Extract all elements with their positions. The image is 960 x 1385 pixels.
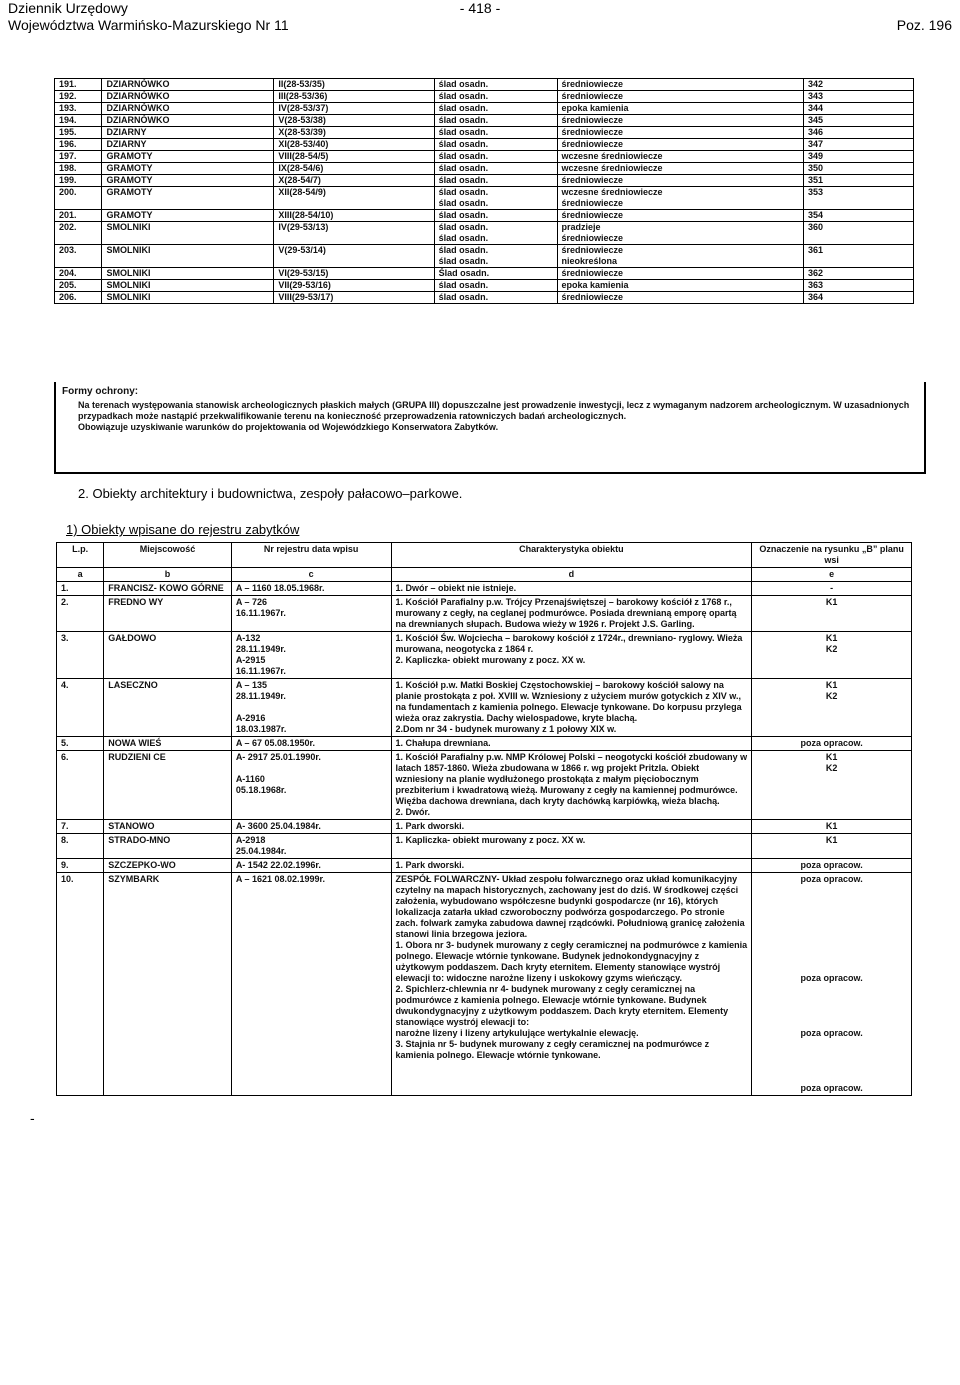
monument-location: GAŁDOWO xyxy=(104,632,232,679)
site-number: 197. xyxy=(55,151,102,163)
site-code: V(28-53/38) xyxy=(274,115,434,127)
site-type: ślad osadn. ślad osadn. xyxy=(434,222,557,245)
site-code: XI(28-53/40) xyxy=(274,139,434,151)
site-number: 194. xyxy=(55,115,102,127)
monument-description: 1. Kościół Św. Wojciecha – barokowy kościół z 1724r., drewniano- ryglowy. Wieża murowana, neogotycka z 1864 r. 2. Kapliczka- obiekt murowany z pocz. XX w. xyxy=(391,632,752,679)
monument-number: 10. xyxy=(57,873,104,1096)
site-location: GRAMOTY xyxy=(102,163,274,175)
monument-location: SZYMBARK xyxy=(104,873,232,1096)
site-number: 191. xyxy=(55,79,102,91)
monument-register: A-2918 25.04.1984r. xyxy=(231,834,391,859)
site-type: ślad osadn. xyxy=(434,210,557,222)
table-row xyxy=(57,679,912,737)
site-code: IV(28-53/37) xyxy=(274,103,434,115)
header-register: Nr rejestru data wpisu xyxy=(231,543,391,568)
site-type: ślad osadn. xyxy=(434,127,557,139)
site-location: DZIARNÓWKO xyxy=(102,115,274,127)
site-map-number: 347 xyxy=(803,139,913,151)
site-map-number: 354 xyxy=(803,210,913,222)
site-location: DZIARNY xyxy=(102,139,274,151)
archaeological-sites-table xyxy=(54,78,914,304)
site-map-number: 343 xyxy=(803,91,913,103)
monument-register: A- 1542 22.02.1996r. xyxy=(231,859,391,873)
table-row xyxy=(55,175,914,187)
monument-register: A- 2917 25.01.1990r. A-1160 05.18.1968r. xyxy=(231,751,391,820)
table-row xyxy=(55,292,914,304)
monument-register: A – 1160 18.05.1968r. xyxy=(231,582,391,596)
site-period: średniowiecze xyxy=(557,127,803,139)
site-number: 196. xyxy=(55,139,102,151)
site-map-number: 361 xyxy=(803,245,913,268)
site-code: IX(28-54/6) xyxy=(274,163,434,175)
site-period: średniowiecze xyxy=(557,175,803,187)
monuments-table xyxy=(56,542,912,1096)
site-code: V(29-53/14) xyxy=(274,245,434,268)
site-period: średniowiecze xyxy=(557,139,803,151)
site-code: XIII(28-54/10) xyxy=(274,210,434,222)
monument-location: SZCZEPKO-WO xyxy=(104,859,232,873)
site-number: 202. xyxy=(55,222,102,245)
site-map-number: 353 xyxy=(803,187,913,210)
site-type: ślad osadn. xyxy=(434,175,557,187)
journal-name: Dziennik Urzędowy xyxy=(8,0,128,16)
monument-mark: poza opracow. xyxy=(752,859,912,873)
site-location: SMOLNIKI xyxy=(102,245,274,268)
site-map-number: 349 xyxy=(803,151,913,163)
site-code: XII(28-54/9) xyxy=(274,187,434,210)
monument-location: RUDZIENI CE xyxy=(104,751,232,820)
table-row xyxy=(55,151,914,163)
site-type: ślad osadn. xyxy=(434,103,557,115)
letter-d: d xyxy=(391,568,752,582)
site-type: ślad osadn. xyxy=(434,163,557,175)
table-row xyxy=(55,268,914,280)
table-row xyxy=(55,280,914,292)
table-row xyxy=(55,103,914,115)
monument-description: ZESPÓŁ FOLWARCZNY- Układ zespołu folwarcznego oraz układ komunikacyjny czytelny na mapach historycznych, zachowany jest do dziś. W środkowej części założenia, wybudowano współczesne budynki gospodarcze (nr 16), których lokalizacja zatarła układ czworoboczny podwórza gospodarczego. Po stronie zach. folwark zamyka zabudowa dawnej rządcówki. Południową granicę założenia stanowi linia brzegowa jeziora. 1. Obora nr 3- budynek murowany z cegły ceramicznej na podmurówce z kamienia polnego. Elewacje wtórnie tynkowane. Budynek jednokondygnacyjny z użytkowym poddaszem. Dach kryty eternitem. Elementy stanowiące wystrój elewacji to: widoczne narożne lizeny i uskokowy gzyms wieńczący. 2. Spichlerz-chlewnia nr 4- budynek murowany z cegły ceramicznej na podmurówce z kamienia polnego. Elewacje wtórnie tynkowane. Budynek dwukondygnacyjny z użytkowym poddaszem. Dach kryty eternitem. Elementy stanowiące wystrój elewacji to: narożne lizeny i lizeny artykulujące wertykalnie elewację. 3. Stajnia nr 5- budynek murowany z cegły ceramicznej na podmurówce z kamienia polnego. Elewacje wtórnie tynkowane. xyxy=(391,873,752,1096)
table-row xyxy=(55,79,914,91)
page-header xyxy=(8,0,952,36)
table-row xyxy=(57,859,912,873)
monument-number: 1. xyxy=(57,582,104,596)
site-number: 200. xyxy=(55,187,102,210)
site-number: 201. xyxy=(55,210,102,222)
monument-description: 1. Kościół Parafialny p.w. Trójcy Przenajświętszej – barokowy kościół z 1768 r., murowany z cegły, na ceglanej podmurówce. Posiada drewnianą emporę opartą na drewnianych słupach. Budowa wieży w 1926 r. Projekt J.S. Garling. xyxy=(391,596,752,632)
site-location: SMOLNIKI xyxy=(102,292,274,304)
site-map-number: 344 xyxy=(803,103,913,115)
site-period: średniowiecze xyxy=(557,79,803,91)
monument-number: 6. xyxy=(57,751,104,820)
site-period: epoka kamienia xyxy=(557,280,803,292)
site-location: SMOLNIKI xyxy=(102,280,274,292)
site-number: 204. xyxy=(55,268,102,280)
monument-mark: K1 K2 xyxy=(752,632,912,679)
monument-register: A – 67 05.08.1950r. xyxy=(231,737,391,751)
site-location: GRAMOTY xyxy=(102,175,274,187)
site-period: średniowiecze xyxy=(557,115,803,127)
site-number: 206. xyxy=(55,292,102,304)
monument-number: 2. xyxy=(57,596,104,632)
site-period: średniowiecze xyxy=(557,91,803,103)
table-row xyxy=(55,245,914,268)
letter-b: b xyxy=(104,568,232,582)
monument-location: LASECZNO xyxy=(104,679,232,737)
header-description: Charakterystyka obiektu xyxy=(391,543,752,568)
site-period: wczesne średniowiecze xyxy=(557,163,803,175)
table-row xyxy=(55,187,914,210)
header-location: Miejscowość xyxy=(104,543,232,568)
monument-mark: poza opracow. poza opracow. poza opracow. poza opracow. xyxy=(752,873,912,1096)
monument-description: 1. Park dworski. xyxy=(391,859,752,873)
monument-number: 3. xyxy=(57,632,104,679)
monument-number: 8. xyxy=(57,834,104,859)
monument-description: 1. Kościół p.w. Matki Boskiej Częstochowskiej – barokowy kościół salowy na planie prostokąta z poł. XVIII w. Wzniesiony z użyciem murów gotyckich z XIV w., na fundamentach z kamienia polnego. Elewacje tynkowane. Do korpusu przylega wieża oraz zakrystia. Dachy wielospadowe, kryte blachą. 2.Dom nr 34 - budynek murowany z 1 połowy XIX w. xyxy=(391,679,752,737)
monument-location: STRADO-MNO xyxy=(104,834,232,859)
site-type: ślad osadn. ślad osadn. xyxy=(434,187,557,210)
site-type: ślad osadn. xyxy=(434,280,557,292)
table-row xyxy=(57,596,912,632)
table-row xyxy=(55,139,914,151)
site-map-number: 360 xyxy=(803,222,913,245)
site-period: wczesne średniowiecze xyxy=(557,151,803,163)
table-row xyxy=(55,163,914,175)
site-code: VI(29-53/15) xyxy=(274,268,434,280)
monument-location: FREDNO WY xyxy=(104,596,232,632)
monument-number: 7. xyxy=(57,820,104,834)
site-location: SMOLNIKI xyxy=(102,268,274,280)
monument-description: 1. Kapliczka- obiekt murowany z pocz. XX w. xyxy=(391,834,752,859)
monument-register: A – 726 16.11.1967r. xyxy=(231,596,391,632)
site-location: SMOLNIKI xyxy=(102,222,274,245)
site-number: 198. xyxy=(55,163,102,175)
site-code: X(28-53/39) xyxy=(274,127,434,139)
monument-register: A – 135 28.11.1949r. A-2916 18.03.1987r. xyxy=(231,679,391,737)
protection-box xyxy=(54,382,926,474)
site-map-number: 346 xyxy=(803,127,913,139)
position-number: Poz. 196 xyxy=(896,17,952,33)
site-period: średniowiecze xyxy=(557,210,803,222)
site-location: DZIARNÓWKO xyxy=(102,79,274,91)
site-period: pradzieje średniowiecze xyxy=(557,222,803,245)
table-row xyxy=(55,115,914,127)
site-location: GRAMOTY xyxy=(102,151,274,163)
site-period: średniowiecze xyxy=(557,268,803,280)
monument-mark: K1 xyxy=(752,596,912,632)
letter-c: c xyxy=(231,568,391,582)
table-row xyxy=(57,632,912,679)
site-location: DZIARNY xyxy=(102,127,274,139)
site-location: GRAMOTY xyxy=(102,187,274,210)
margin-mark: - xyxy=(30,1110,35,1126)
site-code: IV(29-53/13) xyxy=(274,222,434,245)
letter-e: e xyxy=(752,568,912,582)
monument-mark: poza opracow. xyxy=(752,737,912,751)
monument-mark: K1 xyxy=(752,834,912,859)
site-map-number: 351 xyxy=(803,175,913,187)
protection-text: Na terenach występowania stanowisk archeologicznych płaskich małych (GRUPA III) dopuszczalne jest prowadzenie inwestycji, lecz z wymaganym nadzorem archeologicznym. W uzasadnionych przypadkach może nastąpić przekwalifikowanie terenu na konieczność przeprowadzenia ratowniczych badań archeologicznych. xyxy=(78,400,910,421)
site-type: Ślad osadn. xyxy=(434,268,557,280)
site-code: VII(29-53/16) xyxy=(274,280,434,292)
monuments-letter-row xyxy=(57,568,912,582)
site-map-number: 363 xyxy=(803,280,913,292)
site-code: VIII(28-54/5) xyxy=(274,151,434,163)
subsection-heading: 1) Obiekty wpisane do rejestru zabytków xyxy=(66,522,300,537)
section-heading: 2. Obiekty architektury i budownictwa, zespoły pałacowo–parkowe. xyxy=(78,486,463,501)
site-map-number: 342 xyxy=(803,79,913,91)
site-period: średniowiecze xyxy=(557,292,803,304)
table-row xyxy=(57,582,912,596)
monument-mark: K1 xyxy=(752,820,912,834)
monument-register: A – 1621 08.02.1999r. xyxy=(231,873,391,1096)
site-type: ślad osadn. xyxy=(434,151,557,163)
table-row xyxy=(57,820,912,834)
table-row xyxy=(57,751,912,820)
letter-a: a xyxy=(57,568,104,582)
table-row xyxy=(55,91,914,103)
site-number: 195. xyxy=(55,127,102,139)
site-location: GRAMOTY xyxy=(102,210,274,222)
site-map-number: 364 xyxy=(803,292,913,304)
table-row xyxy=(55,210,914,222)
site-number: 203. xyxy=(55,245,102,268)
site-number: 192. xyxy=(55,91,102,103)
site-location: DZIARNÓWKO xyxy=(102,91,274,103)
monuments-header-row xyxy=(57,543,912,568)
protection-text-2: Obowiązuje uzyskiwanie warunków do projektowania od Wojewódzkiego Konserwatora Zabytków. xyxy=(78,422,499,432)
site-code: III(28-53/36) xyxy=(274,91,434,103)
header-lp: L.p. xyxy=(57,543,104,568)
protection-title: Formy ochrony: xyxy=(62,386,139,397)
monument-register: A-132 28.11.1949r. A-2915 16.11.1967r. xyxy=(231,632,391,679)
page-number: - 418 - xyxy=(459,0,501,16)
table-row xyxy=(57,873,912,1096)
monument-number: 9. xyxy=(57,859,104,873)
monument-register: A- 3600 25.04.1984r. xyxy=(231,820,391,834)
site-number: 199. xyxy=(55,175,102,187)
monument-mark: K1 K2 xyxy=(752,679,912,737)
site-location: DZIARNÓWKO xyxy=(102,103,274,115)
monument-location: STANOWO xyxy=(104,820,232,834)
table-row xyxy=(55,127,914,139)
site-period: wczesne średniowiecze średniowiecze xyxy=(557,187,803,210)
site-type: ślad osadn. xyxy=(434,139,557,151)
site-code: II(28-53/35) xyxy=(274,79,434,91)
site-number: 193. xyxy=(55,103,102,115)
site-code: X(28-54/7) xyxy=(274,175,434,187)
site-period: epoka kamienia xyxy=(557,103,803,115)
monument-mark: K1 K2 xyxy=(752,751,912,820)
site-type: ślad osadn. xyxy=(434,292,557,304)
monument-location: FRANCISZ- KOWO GÓRNE xyxy=(104,582,232,596)
monument-mark: - xyxy=(752,582,912,596)
site-map-number: 362 xyxy=(803,268,913,280)
site-period: średniowiecze nieokreślona xyxy=(557,245,803,268)
site-type: ślad osadn. xyxy=(434,115,557,127)
monument-number: 4. xyxy=(57,679,104,737)
monument-description: 1. Kościół Parafialny p.w. NMP Królowej Polski – neogotycki kościół zbudowany w latach 1857-1860. Wieża zbudowana w 1866 r. wg projekt Pritzla. Obiekt wzniesiony na planie wydłużonego prostokąta z małym pięciobocznym prezbiterium i kwadratową wieżą. Murowany z cegły na kamiennej podmurówce. Więźba dachowa drewniana, dach kryty dachówką karpiówką, wieża blachą. 2. Dwór. xyxy=(391,751,752,820)
site-map-number: 345 xyxy=(803,115,913,127)
table-row xyxy=(57,834,912,859)
voivodeship-name: Województwa Warmińsko-Mazurskiego Nr 11 xyxy=(8,17,289,33)
monument-number: 5. xyxy=(57,737,104,751)
monument-location: NOWA WIEŚ xyxy=(104,737,232,751)
site-type: ślad osadn. ślad osadn. xyxy=(434,245,557,268)
site-map-number: 350 xyxy=(803,163,913,175)
site-type: ślad osadn. xyxy=(434,79,557,91)
table-row xyxy=(55,222,914,245)
monument-description: 1. Chałupa drewniana. xyxy=(391,737,752,751)
site-code: VIII(29-53/17) xyxy=(274,292,434,304)
monument-description: 1. Park dworski. xyxy=(391,820,752,834)
site-number: 205. xyxy=(55,280,102,292)
table-row xyxy=(57,737,912,751)
site-type: ślad osadn. xyxy=(434,91,557,103)
header-mark: Oznaczenie na rysunku „B” planu wsi xyxy=(752,543,912,568)
monument-description: 1. Dwór – obiekt nie istnieje. xyxy=(391,582,752,596)
